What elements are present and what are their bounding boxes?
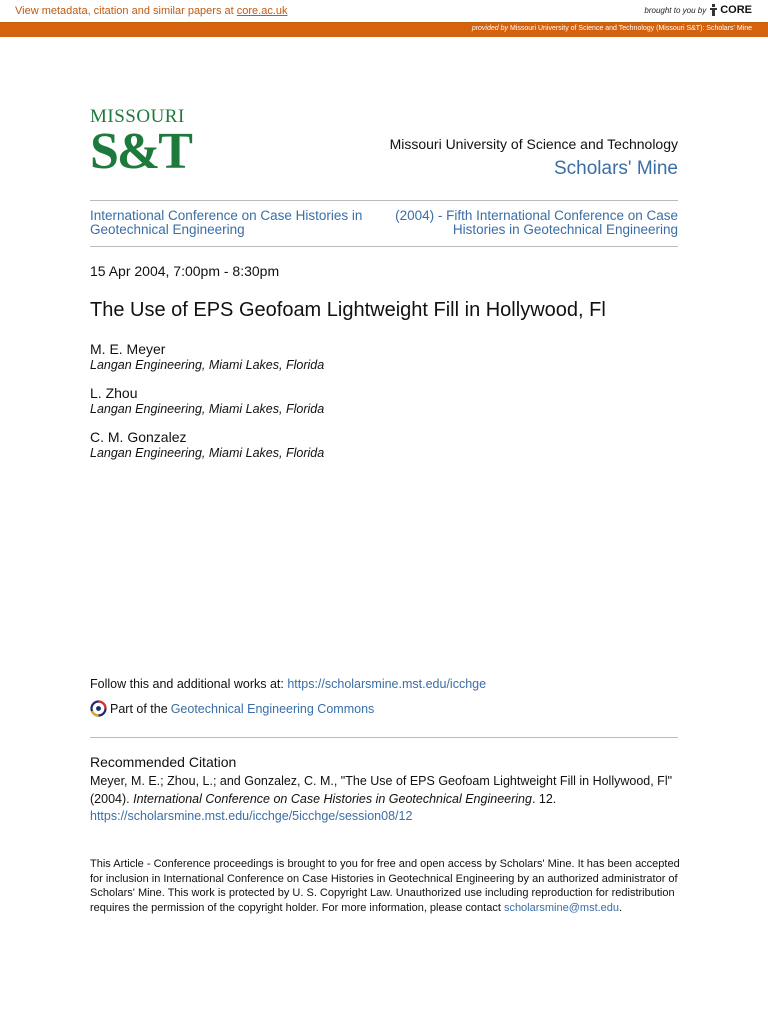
logo-word: MISSOURI	[90, 106, 185, 127]
recommended-citation-heading: Recommended Citation	[90, 754, 237, 770]
provided-text: Missouri University of Science and Technology (Missouri S&T): Scholars' Mine	[509, 25, 752, 32]
author-affiliation: Langan Engineering, Miami Lakes, Florida	[90, 446, 325, 460]
citation-number: . 12.	[531, 791, 557, 806]
author-name: M. E. Meyer	[90, 341, 166, 357]
metadata-text: View metadata, citation and similar papers at	[15, 5, 234, 17]
author-name: C. M. Gonzalez	[90, 429, 187, 445]
core-icon	[709, 4, 718, 16]
network-commons-icon	[90, 700, 107, 717]
author-affiliation: Langan Engineering, Miami Lakes, Florida	[90, 358, 325, 372]
brought-by	[644, 4, 752, 16]
follow-text: Follow this and additional works at:	[90, 677, 284, 691]
author-item	[90, 429, 324, 461]
author-list	[90, 341, 324, 473]
divider	[90, 737, 678, 738]
missouri-st-logo[interactable]	[90, 106, 191, 184]
divider	[90, 200, 678, 201]
follow-line	[90, 677, 486, 691]
scholars-mine-link[interactable]: Scholars' Mine	[553, 158, 678, 179]
series-link-conference[interactable]: International Conference on Case Histories in Geotechnical Engineering	[90, 208, 363, 237]
contact-email-link[interactable]: scholarsmine@mst.edu	[503, 901, 620, 914]
follow-link[interactable]: https://scholarsmine.mst.edu/icchge	[287, 677, 487, 691]
provided-by-bar	[0, 23, 768, 37]
university-name: Missouri University of Science and Technology	[389, 136, 678, 152]
logo-mark: S&T	[90, 123, 191, 180]
core-banner	[0, 0, 768, 23]
commons-link[interactable]: Geotechnical Engineering Commons	[170, 701, 375, 716]
author-item	[90, 385, 324, 417]
core-link[interactable]: core.ac.uk	[236, 5, 288, 17]
series-link-fifth-conference[interactable]: (2004) - Fifth International Conference on Case Histories in Geotechnical Engineering	[395, 208, 678, 237]
legal-end: .	[619, 901, 623, 914]
citation-link[interactable]: https://scholarsmine.mst.edu/icchge/5icchge/session08/12	[90, 809, 413, 823]
legal-text: This Article - Conference proceedings is brought to you for free and open access by Scholars' Mine. It has been accepted for inclusion in International Conference on Case Histories in Geotechnical Engineering by an authorized administrator of Scholars' Mine. This work is protected by U. S. Copyright Law. Unauthorized use including reproduction for redistribution requires the permission of the copyright holder. For more information, please contact	[90, 858, 680, 914]
author-item	[90, 341, 324, 373]
core-logo[interactable]	[709, 4, 752, 16]
provided-prefix: provided by	[471, 25, 509, 32]
author-name: L. Zhou	[90, 385, 138, 401]
event-date: 15 Apr 2004, 7:00pm - 8:30pm	[90, 263, 280, 279]
divider	[90, 246, 678, 247]
brought-by-text: brought to you by	[644, 5, 707, 15]
paper-title: The Use of EPS Geofoam Lightweight Fill in Hollywood, Fl	[90, 299, 606, 321]
legal-notice	[90, 857, 680, 915]
part-of-line	[90, 700, 374, 717]
citation-journal: International Conference on Case Histories in Geotechnical Engineering	[133, 791, 532, 806]
author-affiliation: Langan Engineering, Miami Lakes, Florida	[90, 402, 325, 416]
metadata-notice	[15, 5, 288, 17]
citation-authors-title: Meyer, M. E.; Zhou, L.; and Gonzalez, C. M., "The Use of EPS Geofoam Lightweight Fill in Hollywood, Fl"	[90, 774, 673, 788]
citation-year: (2004).	[90, 791, 130, 806]
core-label: CORE	[720, 4, 752, 16]
citation-block	[90, 773, 680, 826]
part-of-text: Part of the	[110, 701, 168, 716]
